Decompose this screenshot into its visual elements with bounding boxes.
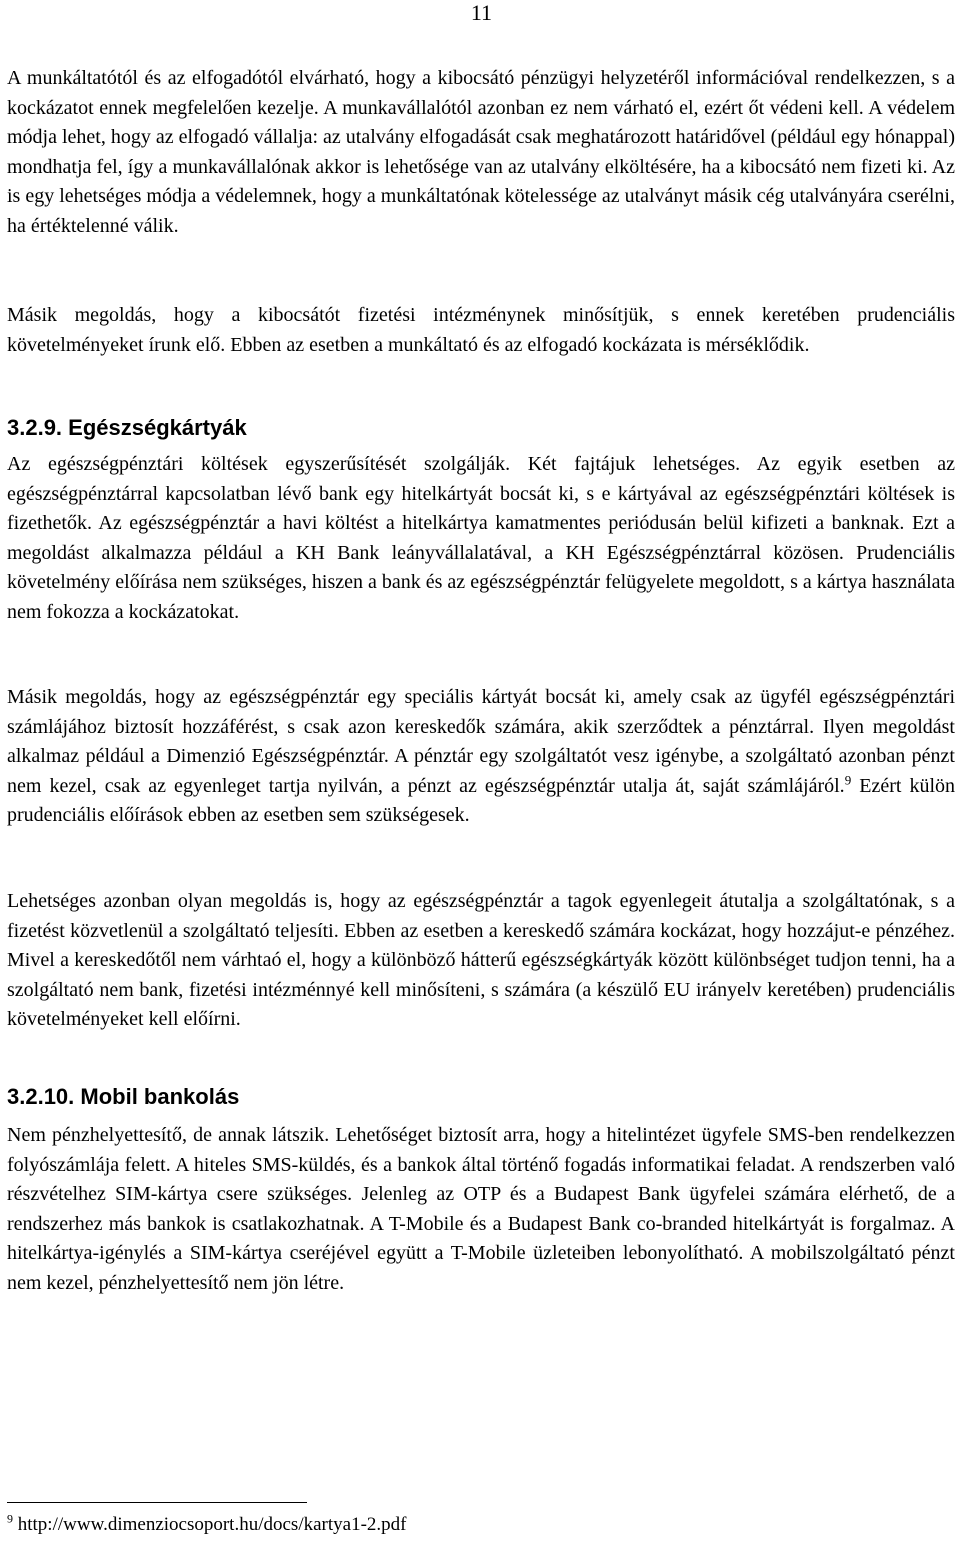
- section-heading-health-cards: 3.2.9. Egészségkártyák: [7, 415, 247, 440]
- footnote-mark: 9: [7, 1511, 13, 1526]
- footnote-separator: [7, 1502, 307, 1503]
- page-number: 11: [470, 0, 492, 25]
- paragraph-voucher-protection: A munkáltatótól és az elfogadótól elvárható, hogy a kibocsátó pénzügyi helyzetéről információval rendelkezzen, s a kockázatot ennek megfelelően kezelje. A munkavállalótól azonban ez nem várható el, ezért őt védeni kell. A védelem módja lehet, hogy az elfogadó vállalja: az utalvány elfogadását csak meghatározott határidővel (például egy hónappal) mondhatja fel, így a munkavállalónak akkor is lehetősége van az utalvány elköltésére, ha a kibocsátó nem fizeti ki. Az is egy lehetséges módja a védelemnek, hogy a munkáltatónak kötelessége az utalványt másik cég utalványára cserélni, ha értéktelenné válik.: [7, 67, 955, 237]
- footnote-link[interactable]: http://www.dimenziocsoport.hu/docs/kartya1-2.pdf: [13, 1514, 407, 1535]
- paragraph-special-card: [7, 683, 955, 831]
- footnote-reference: 9: [844, 772, 852, 788]
- paragraph-text: Másik megoldás, hogy az egészségpénztár egy speciális kártyát bocsát ki, amely csak az ügyfél egészségpénztári számlájához biztosít hozzáférést, s csak azon kereskedők számára, akik szerződtek a pénztárral. Ilyen megoldást alkalmaz például a Dimenzió Egészségpénztár. A pénztár egy szolgáltatót vesz igénybe, a szolgáltató azonban pénzt nem kezel, csak az egyenleget tartja nyilván, a pénzt az egészségpénztár utalja át, saját számlájáról.: [7, 686, 955, 797]
- paragraph-text: Ezért külön prudenciális előírások ebben az esetben sem szükségesek.: [7, 774, 956, 827]
- paragraph-transfer-solution: Lehetséges azonban olyan megoldás is, hogy az egészségpénztár a tagok egyenlegeit átutalja a szolgáltatónak, s a fizetést közvetlenül a szolgáltató teljesíti. Ebben az esetben a kereskedő számára kockázat, hogy hozzájut-e pénzéhez. Mivel a kereskedőtől nem várhtaó el, hogy a különböző hátterű egészségkártyák között különbséget tudjon tenni, ha a szolgáltató nem bank, fizetési intézménnyé kell minősíteni, s számára (a készülő EU irányelv keretében) prudenciális követelményeket kell előírni.: [7, 890, 955, 1031]
- footnote: [7, 1511, 407, 1536]
- section-heading-mobile-banking: 3.2.10. Mobil bankolás: [7, 1084, 240, 1109]
- paragraph-health-cards-intro: Az egészségpénztári költések egyszerűsítését szolgálják. Két fajtájuk lehetséges. Az egyik esetben az egészségpénztárral kapcsolatban lévő bank egy hitelkártyát bocsát ki, s e kártyával az egészségpénztári költések is fizethetők. Az egészségpénztár a havi költést a hitelkártya kamatmentes periódusán belül kifizeti a banknak. Ezt a megoldást alkalmazza például a KH Bank leányvállalatával, a KH Egészségpénztárral közösen. Prudenciális követelmény előírása nem szükséges, hiszen a bank és az egészségpénztár felügyelete megoldott, s a kártya használata nem fokozza a kockázatokat.: [7, 453, 955, 623]
- paragraph-mobile-banking: Nem pénzhelyettesítő, de annak látszik. Lehetőséget biztosít arra, hogy a hitelintézet ügyfele SMS-ben rendelkezzen folyószámlája felett. A hiteles SMS-küldés, és a bankok által történő fogadás informatikai feladat. A rendszerben való részvételhez SIM-kártya csere szükséges. Jelenleg az OTP és a Budapest Bank ügyfelei számára elérhető, de a rendszerhez más bankok is csatlakozhatnak. A T-Mobile és a Budapest Bank co-branded hitelkártyát is forgalmaz. A hitelkártya-igénylés a SIM-kártya cseréjével együtt a T-Mobile üzleteiben lebonyolítható. A mobilszolgáltató pénzt nem kezel, pénzhelyettesítő nem jön létre.: [7, 1124, 955, 1294]
- paragraph-payment-institution: Másik megoldás, hogy a kibocsátót fizetési intézménynek minősítjük, s ennek keretében prudenciális követelményeket írunk elő. Ebben az esetben a munkáltató és az elfogadó kockázata is mérséklődik.: [7, 304, 955, 356]
